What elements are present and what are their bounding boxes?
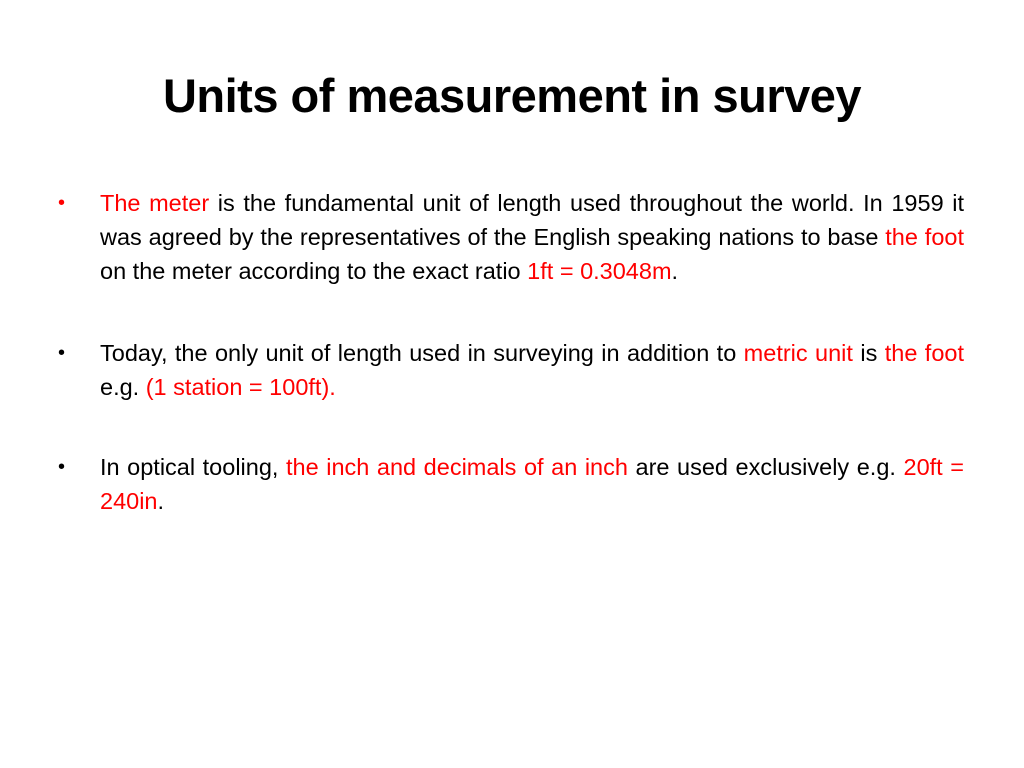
bullet-marker: • (58, 342, 66, 364)
body-text: is the fundamental unit of length used throughout the world. In 1959 it was agreed by the representatives of the English speaking nations to base (100, 190, 965, 250)
highlight-text: the foot (885, 224, 964, 250)
highlight-text: the inch and decimals of an inch (286, 454, 628, 480)
highlight-text: the foot (884, 340, 964, 366)
body-text: . (671, 258, 679, 284)
slide-title: Units of measurement in survey (162, 69, 862, 122)
bullet-text (100, 340, 964, 400)
highlight-text: metric unit (743, 340, 853, 366)
body-text: Today, the only unit of length used in surveying in addition to (100, 340, 744, 366)
body-text: In optical tooling, (100, 454, 286, 480)
highlight-text: 20ft = 240in (100, 454, 964, 514)
bullet-text (100, 454, 964, 514)
body-text: is (852, 340, 885, 366)
bullet-item-meter (56, 186, 964, 288)
bullet-marker: • (58, 192, 66, 214)
body-text: on the meter according to the exact ratio (100, 258, 528, 284)
bullet-text (100, 190, 964, 284)
highlight-text: (1 station = 100ft). (145, 374, 336, 400)
body-text: e.g. (100, 374, 146, 400)
bullet-marker: • (58, 456, 66, 478)
bullet-list (56, 186, 964, 518)
bullet-item-inch (56, 450, 964, 518)
body-text: are used exclusively e.g. (627, 454, 904, 480)
highlight-text: The meter (100, 190, 210, 216)
highlight-text: 1ft = 0.3048m (527, 258, 672, 284)
body-text: . (157, 488, 165, 514)
bullet-item-foot (56, 336, 964, 404)
